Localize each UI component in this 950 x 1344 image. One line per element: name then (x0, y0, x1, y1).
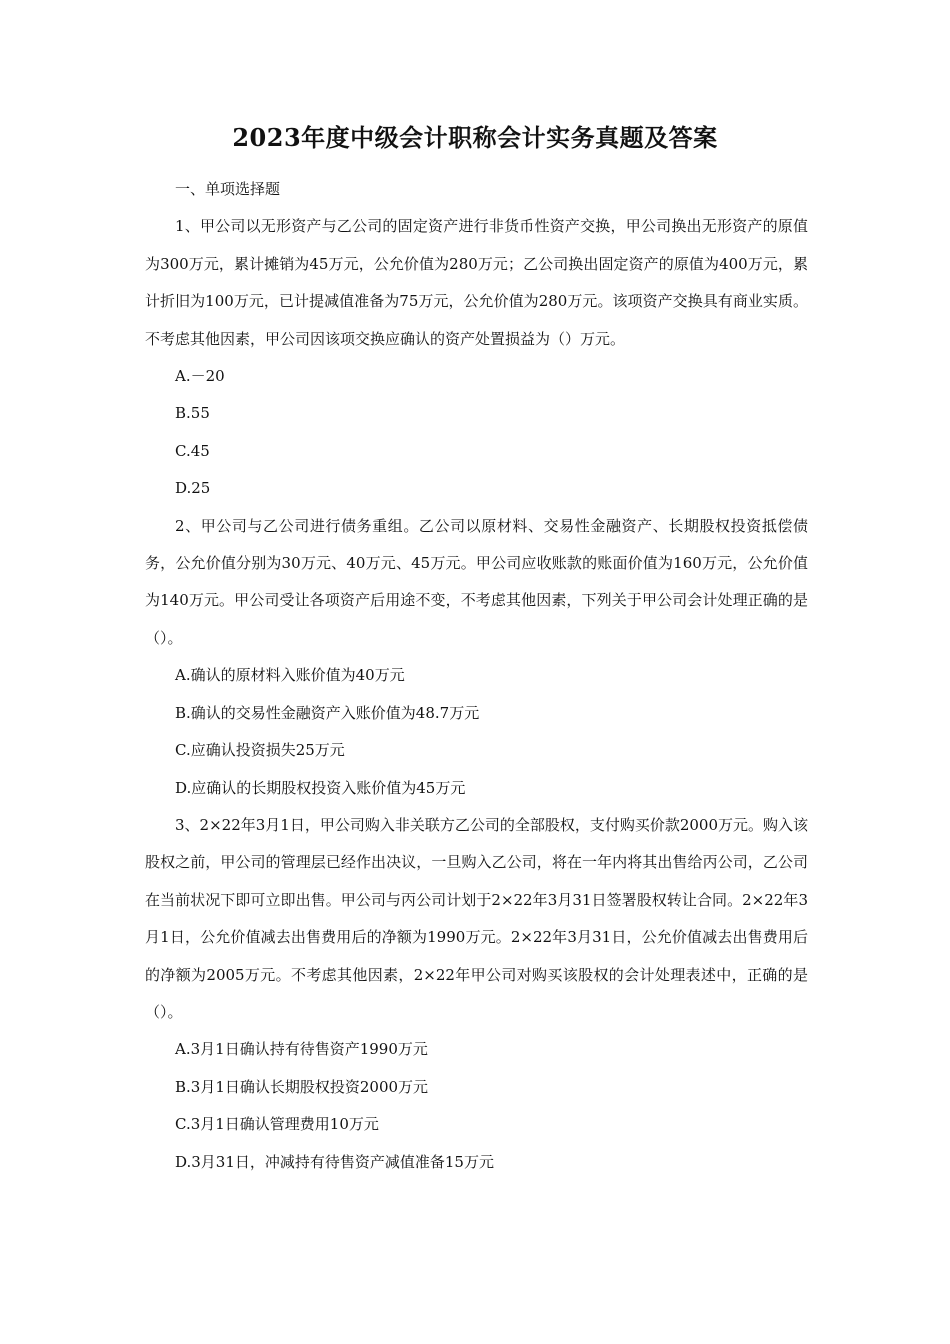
option-c: C.3月1日确认管理费用10万元 (175, 1115, 379, 1134)
question-text: 3、2×22年3月1日，甲公司购入非关联方乙公司的全部股权，支付购买价款2000万元。购入该股权之前，甲公司的管理层已经作出决议，一旦购入乙公司，将在一年内将其出售给丙公司，乙公司在当前状况下即可立即出售。甲公司与丙公司计划于2×22年3月31日签署股权转让合同。2×22年3月1日，公允价值减去出售费用后的净额为1990万元。2×22年3月31日，公允价值减去出售费用后的净额为2005万元。不考虑其他因素，2×22年甲公司对购买该股权的会计处理表述中，正确的是（）。 (145, 815, 809, 1021)
option-d: D.3月31日，冲减持有待售资产减值准备15万元 (175, 1152, 494, 1171)
option-d: D.应确认的长期股权投资入账价值为45万元 (175, 778, 466, 797)
document-title: 2023年度中级会计职称会计实务真题及答案 (232, 123, 718, 152)
question-text: 2、甲公司与乙公司进行债务重组。乙公司以原材料、交易性金融资产、长期股权投资抵偿债务，公允价值分别为30万元、40万元、45万元。甲公司应收账款的账面价值为160万元，公允价值为140万元。甲公司受让各项资产后用途不变，不考虑其他因素，下列关于甲公司会计处理正确的是（）。 (145, 516, 808, 647)
question-1 (145, 208, 808, 507)
question-3 (145, 807, 808, 1181)
option-b: B.55 (175, 404, 210, 423)
option-d: D.25 (175, 479, 211, 498)
question-text: 1、甲公司以无形资产与乙公司的固定资产进行非货币性资产交换，甲公司换出无形资产的原值为300万元，累计摊销为45万元，公允价值为280万元；乙公司换出固定资产的原值为400万元，累计折旧为100万元，已计提减值准备为75万元，公允价值为280万元。该项资产交换具有商业实质。不考虑其他因素，甲公司因该项交换应确认的资产处置损益为（）万元。 (145, 217, 808, 348)
option-b: B.3月1日确认长期股权投资2000万元 (175, 1077, 429, 1096)
option-a: A.－20 (175, 367, 225, 386)
option-c: C.应确认投资损失25万元 (175, 741, 345, 760)
option-b: B.确认的交易性金融资产入账价值为48.7万元 (175, 703, 480, 722)
option-c: C.45 (175, 441, 210, 460)
option-a: A.3月1日确认持有待售资产1990万元 (175, 1040, 428, 1059)
section-heading: 一、单项选择题 (175, 180, 281, 198)
document-body (145, 171, 808, 1181)
option-a: A.确认的原材料入账价值为40万元 (175, 666, 405, 685)
question-2 (145, 508, 808, 807)
